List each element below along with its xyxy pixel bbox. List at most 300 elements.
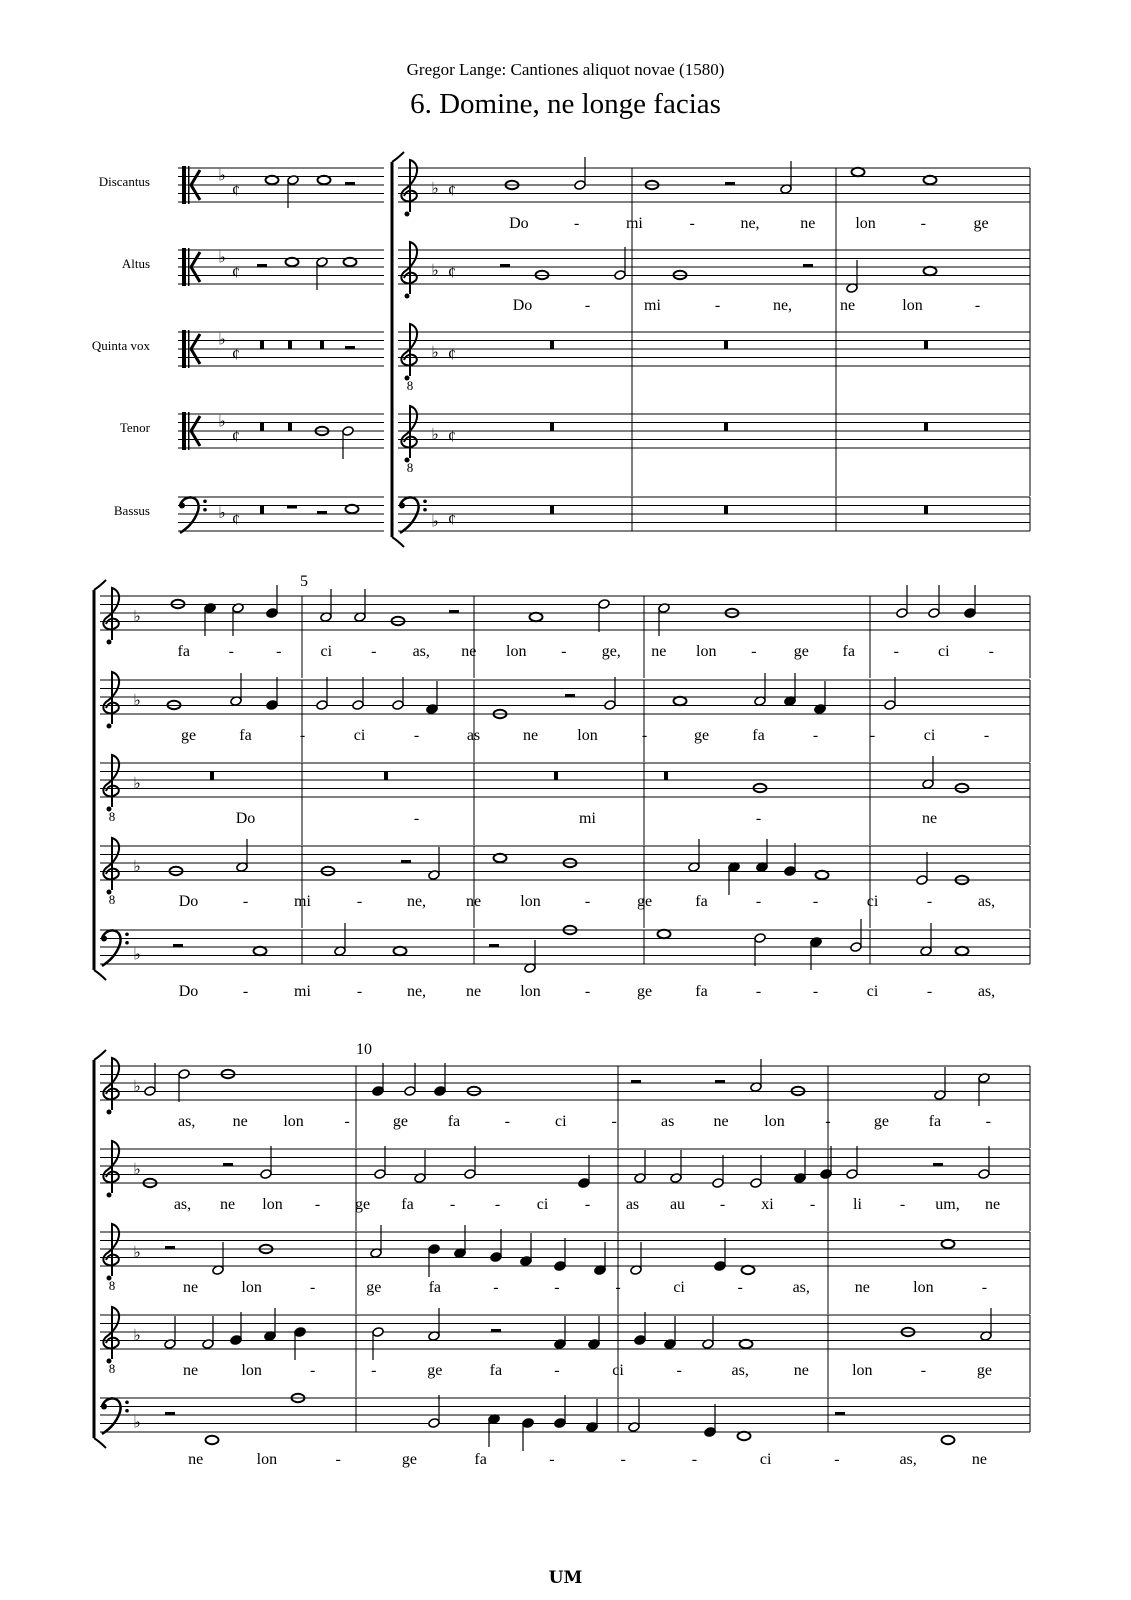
treble-clef xyxy=(103,1224,119,1293)
flat-sign: ♭ xyxy=(133,1414,141,1432)
notehead xyxy=(578,1178,590,1189)
staff xyxy=(398,250,1030,284)
lyric-syllable: fa xyxy=(695,893,708,910)
whole-note xyxy=(742,1266,755,1274)
breve-rest xyxy=(724,423,728,432)
voice-label-tenor: Tenor xyxy=(119,420,150,435)
lyric-syllable: - xyxy=(812,727,819,744)
half-note xyxy=(320,589,332,622)
lyric-syllable: ne xyxy=(188,1451,204,1468)
notehead xyxy=(342,426,354,437)
breve-rest xyxy=(260,341,264,350)
bass-clef-dot xyxy=(125,1400,129,1404)
lyric-syllable: as, xyxy=(899,1451,917,1468)
lyric-syllable: - xyxy=(356,983,363,1000)
notehead xyxy=(392,700,404,711)
whole-rest xyxy=(287,506,297,509)
notehead xyxy=(230,1335,242,1346)
lyric-syllable: ge xyxy=(427,1362,443,1379)
lyric-syllable: - xyxy=(834,1451,840,1468)
lyric-syllable: lon xyxy=(855,215,876,232)
half-rest xyxy=(835,1412,845,1415)
breve-rest xyxy=(924,341,928,350)
half-note xyxy=(334,923,346,956)
half-rest xyxy=(345,182,355,185)
half-note xyxy=(428,1308,440,1341)
lyric-syllable: - xyxy=(276,643,282,660)
measure-number: 5 xyxy=(300,573,308,590)
lyric-syllable: Do xyxy=(235,810,256,827)
half-rest xyxy=(317,511,327,514)
flat-sign: ♭ xyxy=(431,180,439,198)
half-note xyxy=(414,1150,426,1183)
lyric-syllable: - xyxy=(691,1451,698,1468)
half-note xyxy=(524,940,536,973)
octave-mark: 8 xyxy=(108,809,116,824)
half-rest xyxy=(500,264,510,267)
half-note xyxy=(916,852,928,885)
lyric-syllable: lon xyxy=(913,1279,934,1296)
lyric-syllable: - xyxy=(242,893,249,910)
breve-rest xyxy=(724,341,728,350)
quarter-note xyxy=(490,1229,502,1262)
breve-rest xyxy=(924,423,928,432)
lyric-syllable: ne, xyxy=(406,983,427,1000)
lyric-syllable: - xyxy=(985,1113,991,1130)
half-note xyxy=(354,589,366,622)
flat-sign: ♭ xyxy=(133,946,141,964)
notehead xyxy=(754,933,766,944)
staff xyxy=(100,596,1030,630)
notehead xyxy=(178,1069,190,1080)
lyric-syllable: um, xyxy=(935,1196,960,1213)
notehead xyxy=(286,258,299,266)
lyric-syllable: ge xyxy=(693,727,710,744)
lyric-syllable: - xyxy=(899,1196,906,1213)
lyric-syllable: fa xyxy=(842,643,855,660)
quarter-note xyxy=(522,1418,534,1451)
lyric-syllable: as, xyxy=(977,983,996,1000)
flat-sign: ♭ xyxy=(133,858,141,876)
breve-rest xyxy=(210,772,214,781)
lyric-syllable: - xyxy=(242,983,249,1000)
cut-time-sign: ¢ xyxy=(448,346,456,364)
half-note xyxy=(614,247,626,280)
lyric-syllable: lon xyxy=(241,1362,262,1379)
quarter-note xyxy=(554,1395,566,1428)
whole-note xyxy=(254,947,267,955)
lyric-syllable: ne, xyxy=(406,893,427,910)
staff xyxy=(398,332,1030,366)
whole-note xyxy=(318,176,331,184)
notehead xyxy=(916,875,928,886)
lyric-syllable: ne xyxy=(839,297,856,314)
bass-clef-dot xyxy=(203,508,207,512)
quarter-note xyxy=(814,681,826,714)
measure-number: 10 xyxy=(356,1041,372,1058)
half-rest xyxy=(933,1163,943,1166)
lyric-syllable: - xyxy=(988,643,994,660)
quarter-note xyxy=(820,1146,832,1179)
half-note xyxy=(630,1242,642,1275)
lyric-syllable: ge xyxy=(180,727,197,744)
quarter-note xyxy=(588,1316,600,1349)
lyric-syllable: - xyxy=(584,1196,591,1213)
notehead xyxy=(144,1086,156,1097)
breve-rest xyxy=(260,506,264,515)
lyric-syllable: ne xyxy=(651,643,667,660)
notehead xyxy=(816,871,829,879)
lyric-syllable: fa xyxy=(428,1279,442,1296)
notehead xyxy=(820,1169,832,1180)
cut-time-sign: ¢ xyxy=(448,428,456,446)
lyric-syllable: - xyxy=(755,893,762,910)
notehead xyxy=(254,947,267,955)
treble-clef-tail xyxy=(405,294,410,299)
notehead xyxy=(658,930,671,938)
half-rest xyxy=(165,1412,175,1415)
lyric-syllable: ne xyxy=(921,810,938,827)
half-rest xyxy=(173,944,183,947)
voice-label-discantus: Discantus xyxy=(98,174,150,189)
quarter-note xyxy=(264,1308,276,1341)
lyric-syllable: Do xyxy=(178,983,199,1000)
lyric-syllable: ne xyxy=(522,727,539,744)
quarter-note xyxy=(714,1238,726,1271)
c-clef-bar xyxy=(182,330,186,368)
lyric-syllable: as, xyxy=(178,1113,196,1130)
whole-note xyxy=(206,1436,219,1444)
flat-sign: ♭ xyxy=(133,775,141,793)
notehead xyxy=(428,1418,440,1429)
notehead xyxy=(704,1427,716,1438)
whole-note xyxy=(286,258,299,266)
notehead xyxy=(554,1418,566,1429)
half-note xyxy=(884,677,896,710)
quarter-note xyxy=(554,1316,566,1349)
half-note xyxy=(404,1063,416,1096)
whole-note xyxy=(816,871,829,879)
quarter-note xyxy=(664,1316,676,1349)
cut-time-sign: ¢ xyxy=(448,511,456,529)
notehead xyxy=(404,1086,416,1097)
lyric-syllable: - xyxy=(920,215,926,232)
breve-rest xyxy=(288,341,292,350)
half-note xyxy=(464,1146,476,1179)
cut-time-sign: ¢ xyxy=(448,264,456,282)
half-rest xyxy=(725,182,735,185)
octave-mark: 8 xyxy=(406,460,414,475)
lyric-syllable: as xyxy=(466,727,481,744)
notehead xyxy=(712,1178,724,1189)
lyric-syllable: ge xyxy=(793,643,809,660)
half-note xyxy=(702,1316,714,1349)
breve-rest xyxy=(554,772,558,781)
notehead xyxy=(924,267,937,275)
half-note xyxy=(287,175,299,208)
quarter-note xyxy=(728,862,740,895)
half-note xyxy=(428,1395,440,1428)
quarter-note xyxy=(488,1414,500,1447)
lyric-syllable: ge xyxy=(873,1113,889,1130)
lyric-syllable: as xyxy=(660,1113,675,1130)
half-note xyxy=(574,157,586,190)
notehead xyxy=(742,1266,755,1274)
flat-sign: ♭ xyxy=(431,344,439,362)
lyric-syllable: lon xyxy=(852,1362,873,1379)
bass-clef xyxy=(399,497,427,533)
notehead xyxy=(266,608,278,619)
lyric-syllable: as, xyxy=(792,1279,810,1296)
breve-rest xyxy=(724,506,728,515)
notehead xyxy=(316,700,328,711)
half-note xyxy=(342,426,354,459)
bracket-bottom-hook xyxy=(94,970,106,980)
staff xyxy=(398,414,1030,448)
notehead xyxy=(846,1169,858,1180)
quarter-note xyxy=(784,673,796,706)
lyric-syllable: ci xyxy=(353,727,366,744)
lyric-syllable: - xyxy=(689,215,695,232)
half-note xyxy=(598,599,610,632)
lyric-syllable: lon xyxy=(902,297,923,314)
lyric-syllable: as, xyxy=(173,1196,192,1213)
lyric-syllable: lon xyxy=(520,983,541,1000)
lyric-syllable: Do xyxy=(512,297,533,314)
half-note xyxy=(750,1155,762,1188)
quarter-note xyxy=(594,1242,606,1275)
treble-clef xyxy=(401,324,417,393)
lyric-syllable: lon xyxy=(241,1279,262,1296)
notehead xyxy=(614,270,626,281)
half-note xyxy=(978,1073,990,1106)
lyric-syllable: - xyxy=(926,893,933,910)
c-clef-bar xyxy=(182,412,186,450)
lyric-syllable: - xyxy=(413,810,420,827)
half-note xyxy=(178,1069,190,1102)
lyric-syllable: lon xyxy=(577,727,598,744)
lyric-syllable: - xyxy=(751,643,757,660)
notehead xyxy=(530,613,543,621)
notehead xyxy=(714,1261,726,1272)
quarter-note xyxy=(810,937,822,970)
lyric-syllable: as, xyxy=(977,893,996,910)
notehead xyxy=(604,700,616,711)
lyric-syllable: - xyxy=(299,727,306,744)
quarter-note xyxy=(794,1150,806,1183)
lyric-syllable: - xyxy=(825,1113,831,1130)
breve-rest xyxy=(384,772,388,781)
notehead xyxy=(964,608,976,619)
staff xyxy=(100,1149,1030,1183)
notehead xyxy=(852,168,865,176)
bracket-top-hook xyxy=(392,152,404,162)
half-note xyxy=(846,260,858,293)
half-note xyxy=(658,603,670,636)
notehead xyxy=(522,1418,534,1429)
lyric-syllable: ge xyxy=(366,1279,382,1296)
cut-time-sign: ¢ xyxy=(232,182,240,200)
voice-label-altus: Altus xyxy=(121,256,150,271)
octave-mark: 8 xyxy=(108,1278,116,1293)
half-rest xyxy=(803,264,813,267)
lyric-syllable: - xyxy=(584,983,591,1000)
bass-clef-dot xyxy=(101,936,107,942)
lyric-syllable: - xyxy=(983,727,990,744)
lyric-syllable: - xyxy=(228,643,234,660)
bracket-bottom-hook xyxy=(392,537,404,547)
quarter-note xyxy=(434,1063,446,1096)
lyric-syllable: - xyxy=(335,1451,341,1468)
lyric-syllable: - xyxy=(310,1362,316,1379)
c-clef-bar xyxy=(182,166,186,204)
half-note xyxy=(370,1225,382,1258)
notehead xyxy=(428,1244,440,1255)
bass-clef-dot xyxy=(179,503,185,509)
half-rest xyxy=(257,264,267,267)
quarter-note xyxy=(372,1063,384,1096)
cut-time-sign: ¢ xyxy=(232,511,240,529)
whole-note xyxy=(738,1432,751,1440)
bass-clef-dot xyxy=(399,503,405,509)
half-rest xyxy=(401,860,411,863)
lyric-syllable: - xyxy=(344,1113,350,1130)
whole-note xyxy=(344,258,357,266)
lyric-syllable: - xyxy=(809,1196,816,1213)
breve-rest xyxy=(260,423,264,432)
lyric-syllable: ne xyxy=(465,983,482,1000)
treble-clef-tail xyxy=(107,1110,112,1115)
lyric-syllable: fa xyxy=(695,983,708,1000)
whole-note xyxy=(266,176,279,184)
half-note xyxy=(980,1308,992,1341)
c-clef-bar xyxy=(188,330,190,368)
lyric-syllable: - xyxy=(812,983,819,1000)
lyric-syllable: - xyxy=(755,810,762,827)
collection-subtitle: Gregor Lange: Cantiones aliquot novae (1580) xyxy=(406,60,725,79)
voice-label-bassus: Bassus xyxy=(113,503,150,518)
breve-rest xyxy=(664,772,668,781)
flat-sign: ♭ xyxy=(133,1327,141,1345)
lyric-syllable: Do xyxy=(509,215,529,232)
lyric-syllable: fa xyxy=(489,1362,503,1379)
notehead xyxy=(266,700,278,711)
notehead xyxy=(266,176,279,184)
staff xyxy=(398,497,1030,531)
treble-clef-tail xyxy=(107,640,112,645)
lyric-syllable: ne xyxy=(800,215,816,232)
whole-note xyxy=(346,505,359,513)
notehead xyxy=(750,1178,762,1189)
half-note xyxy=(922,756,934,789)
lyric-syllable: ci xyxy=(759,1451,772,1468)
lyric-syllable: fa xyxy=(401,1196,414,1213)
treble-clef xyxy=(401,406,417,475)
lyric-syllable: - xyxy=(974,297,981,314)
bass-clef-dot xyxy=(125,1409,129,1413)
whole-note xyxy=(852,168,865,176)
staff xyxy=(398,168,1030,202)
lyric-syllable: - xyxy=(676,1362,682,1379)
half-note xyxy=(144,1063,156,1096)
lyric-syllable: ge xyxy=(401,1451,417,1468)
whole-note xyxy=(658,930,671,938)
notehead xyxy=(896,608,908,619)
lyric-syllable: - xyxy=(449,1196,456,1213)
bass-clef-dot xyxy=(125,932,129,936)
quarter-note xyxy=(266,677,278,710)
lyric-syllable: mi xyxy=(294,893,311,910)
lyric-syllable: - xyxy=(554,1279,560,1296)
flat-sign: ♭ xyxy=(218,167,226,185)
lyric-syllable: ci xyxy=(923,727,936,744)
lyric-syllable: lon xyxy=(696,643,717,660)
notehead xyxy=(740,1340,753,1348)
half-note xyxy=(232,603,244,636)
whole-note xyxy=(674,697,687,705)
lyric-syllable: ge xyxy=(636,893,653,910)
lyric-syllable: ci xyxy=(673,1279,685,1296)
quarter-note xyxy=(964,585,976,618)
quarter-note xyxy=(578,1155,590,1188)
half-note xyxy=(604,677,616,710)
lyric-syllable: - xyxy=(981,1279,988,1296)
half-rest xyxy=(489,944,499,947)
c-clef-bar xyxy=(188,248,190,286)
breve-rest xyxy=(924,506,928,515)
half-note xyxy=(212,1242,224,1275)
lyric-syllable: - xyxy=(549,1451,555,1468)
lyric-syllable: ge, xyxy=(601,643,621,660)
quarter-note xyxy=(426,681,438,714)
lyric-syllable: mi xyxy=(579,810,596,827)
bass-clef xyxy=(101,1398,129,1434)
bass-clef-dot xyxy=(101,1404,107,1410)
bass-clef-dot xyxy=(125,941,129,945)
flat-sign: ♭ xyxy=(218,413,226,431)
lyric-syllable: - xyxy=(561,643,567,660)
half-note xyxy=(392,677,404,710)
notehead xyxy=(352,700,364,711)
lyric-syllable: ge xyxy=(976,1362,993,1379)
notehead xyxy=(738,1432,751,1440)
notehead xyxy=(294,1327,306,1338)
lyric-syllable: lon xyxy=(506,643,527,660)
bass-clef-dot xyxy=(423,499,427,503)
c-clef-bar xyxy=(182,248,186,286)
lyric-syllable: ci xyxy=(866,983,879,1000)
lyric-syllable: - xyxy=(714,297,721,314)
bass-clef xyxy=(101,930,129,966)
lyric-syllable: fa xyxy=(752,727,765,744)
cut-time-sign: ¢ xyxy=(448,182,456,200)
notehead xyxy=(924,176,937,184)
lyric-syllable: ne xyxy=(461,643,477,660)
lyric-syllable: lon xyxy=(256,1451,278,1468)
half-note xyxy=(352,677,364,710)
octave-mark: 8 xyxy=(108,892,116,907)
staff xyxy=(100,846,1030,880)
lyric-syllable: - xyxy=(755,983,762,1000)
lyric-syllable: lon xyxy=(262,1196,283,1213)
lyric-syllable: - xyxy=(413,727,420,744)
lyric-syllable: ne xyxy=(971,1451,987,1468)
breve-rest xyxy=(288,423,292,432)
half-note xyxy=(750,1059,762,1092)
half-note xyxy=(164,1316,176,1349)
lyric-syllable: ci xyxy=(612,1362,624,1379)
lyric-syllable: - xyxy=(584,297,591,314)
